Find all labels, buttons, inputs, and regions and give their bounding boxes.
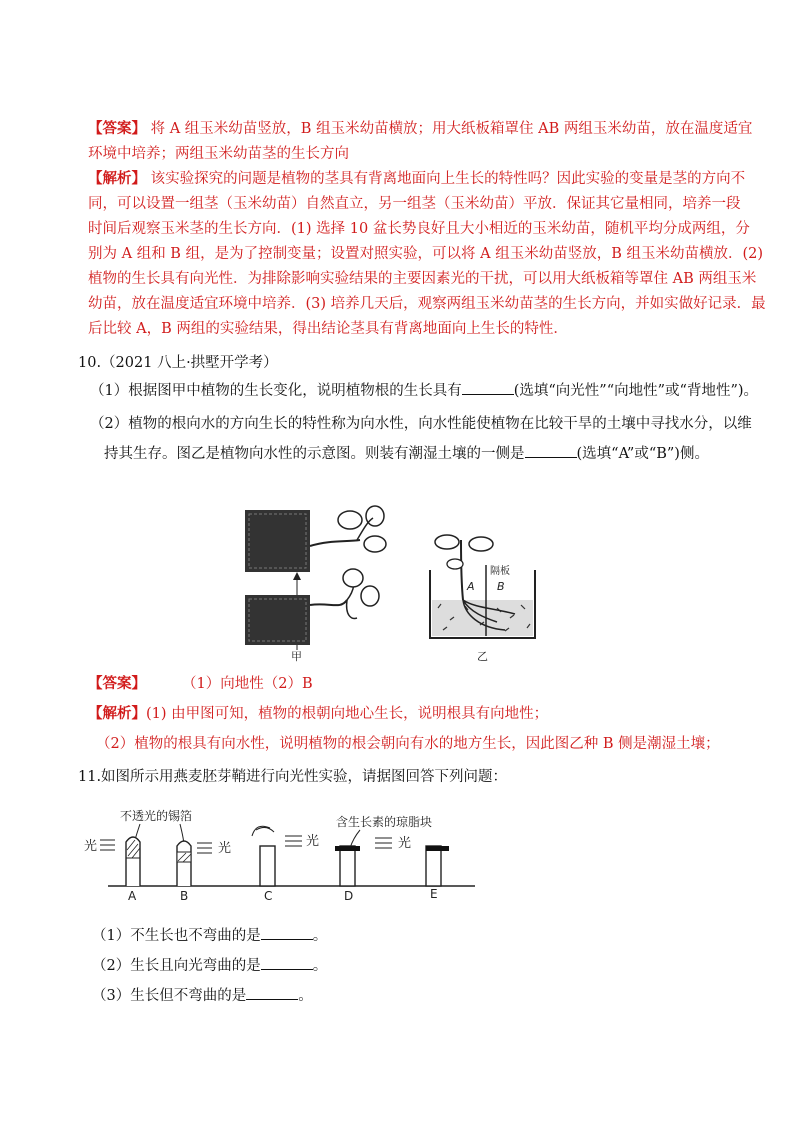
fig-caption-yi: 乙 <box>477 650 488 663</box>
q9-analysis <box>88 168 745 190</box>
answer-text-cont: 环境中培养；两组玉米幼苗茎的生长方向 <box>88 146 349 162</box>
q10-part1 <box>90 380 758 402</box>
fig-caption-jia: 甲 <box>291 650 302 663</box>
pot-bottom <box>245 595 310 645</box>
q10-header: 10.（2021 八上·拱墅开学考） <box>78 355 278 371</box>
coleoptile-e <box>426 846 449 886</box>
letter-b: B <box>180 889 189 903</box>
analysis-text: 后比较 A，B 两组的实验结果，得出结论茎具有背离地面向上生长的特性． <box>88 321 568 337</box>
light-arrows-icon <box>197 843 212 853</box>
q10-part1-text: （1）根据图甲中植物的生长变化，说明植物根的生长具有 <box>90 383 462 399</box>
q11-sub2-text: （2）生长且向光弯曲的是 <box>92 958 261 974</box>
q10-part2-options: (选填“A”或“B”)侧。 <box>576 446 709 462</box>
answer-blank[interactable] <box>525 443 577 458</box>
answer-text: （1）向地性（2）B <box>182 676 313 692</box>
q11-sub3 <box>92 985 313 1007</box>
period: 。 <box>312 928 328 944</box>
q9-answer <box>88 118 752 140</box>
light-label-b: 光 <box>218 841 232 856</box>
answer-blank[interactable] <box>261 925 313 940</box>
answer-text: 将 A 组玉米幼苗竖放，B 组玉米幼苗横放；用大纸板箱罩住 AB 两组玉米幼苗，放在温度适宜 <box>150 121 753 137</box>
q10-analysis <box>88 703 548 725</box>
analysis-text: 植物的生长具有向光性．为排除影响实验结果的主要因素光的干扰，可以用大纸板箱等罩住 AB 两组玉米 <box>88 271 757 287</box>
seedling-top <box>310 506 386 552</box>
letter-e: E <box>430 887 438 901</box>
seedling-bottom <box>310 569 379 618</box>
coleoptile-b <box>177 841 191 886</box>
figure-root-tropism <box>235 500 560 665</box>
coleoptile-a <box>126 837 140 886</box>
analysis-text: 别为 A 组和 B 组，是为了控制变量；设置对照实验，可以将 A 组玉米幼苗竖放，B 组玉米幼苗横放．(2) <box>88 246 764 262</box>
q10-answer <box>88 673 313 695</box>
figure-phototropism <box>80 800 480 905</box>
q11-sub2 <box>92 955 327 977</box>
label-agar: 含生长素的琼脂块 <box>336 815 433 829</box>
answer-blank[interactable] <box>462 380 514 395</box>
pot-top <box>245 510 310 572</box>
analysis-text: 该实验探究的问题是植物的茎具有背离地面向上生长的特性吗？因此实验的变量是茎的方向不 <box>150 171 746 187</box>
answer-tag: 【答案】 <box>88 675 146 692</box>
letter-d: D <box>344 889 354 903</box>
light-label-a: 光 <box>84 839 98 854</box>
label-foil: 不透光的锡箔 <box>120 809 193 823</box>
q10-part2-text: 持其生存。图乙是植物向水性的示意图。则装有潮湿土壤的一侧是 <box>104 446 525 462</box>
coleoptile-c <box>252 826 275 886</box>
light-arrows-icon <box>285 836 302 846</box>
analysis-text: (1) 由甲图可知，植物的根朝向地心生长，说明根具有向地性； <box>146 706 549 722</box>
q11-header: 11.如图所示用燕麦胚芽鞘进行向光性实验，请据图回答下列问题： <box>78 769 508 785</box>
fig-partition-label: 隔板 <box>490 566 510 577</box>
analysis-text: 时间后观察玉米茎的生长方向．(1) 选择 10 盆长势良好且大小相近的玉米幼苗，随机平均分成两组，分 <box>88 221 750 237</box>
q10-part1-options: (选填“向光性”“向地性”或“背地性”)。 <box>513 383 759 399</box>
letter-a: A <box>128 889 137 903</box>
analysis-text: 幼苗，放在温度适宜环境中培养．(3) 培养几天后，观察两组玉米幼苗茎的生长方向，并如实做好记录．最 <box>88 296 766 312</box>
analysis-text: 同，可以设置一组茎（玉米幼苗）自然直立，另一组茎（玉米幼苗）平放．保证其它量相同，培养一段 <box>88 196 741 212</box>
fig-label-a: A <box>467 580 475 593</box>
period: 。 <box>312 958 328 974</box>
analysis-tag: 【解析】 <box>88 170 146 187</box>
period: 。 <box>298 988 313 1004</box>
answer-tag: 【答案】 <box>88 120 146 137</box>
fig-label-b: B <box>497 580 505 593</box>
q11-sub1-text: （1）不生长也不弯曲的是 <box>92 928 261 944</box>
light-label-c: 光 <box>306 834 320 849</box>
answer-blank[interactable] <box>246 985 298 1000</box>
q10-part2-cont <box>104 443 709 465</box>
analysis-tag: 【解析】 <box>88 705 146 722</box>
analysis-text: （2）植物的根具有向水性，说明植物的根会朝向有水的地方生长，因此图乙种 B 侧是潮湿土壤； <box>96 736 720 752</box>
light-arrows-icon <box>100 840 115 850</box>
coleoptile-d <box>335 846 360 886</box>
light-label-d: 光 <box>398 836 412 851</box>
letter-c: C <box>264 889 273 903</box>
light-arrows-icon <box>375 838 392 848</box>
container-yi <box>430 565 535 638</box>
answer-blank[interactable] <box>261 955 313 970</box>
q10-part2: （2）植物的根向水的方向生长的特性称为向水性，向水性能使植物在比较干旱的土壤中寻找水分，以维 <box>90 416 752 432</box>
q11-sub3-text: （3）生长但不弯曲的是 <box>92 988 247 1004</box>
q11-sub1 <box>92 925 327 947</box>
